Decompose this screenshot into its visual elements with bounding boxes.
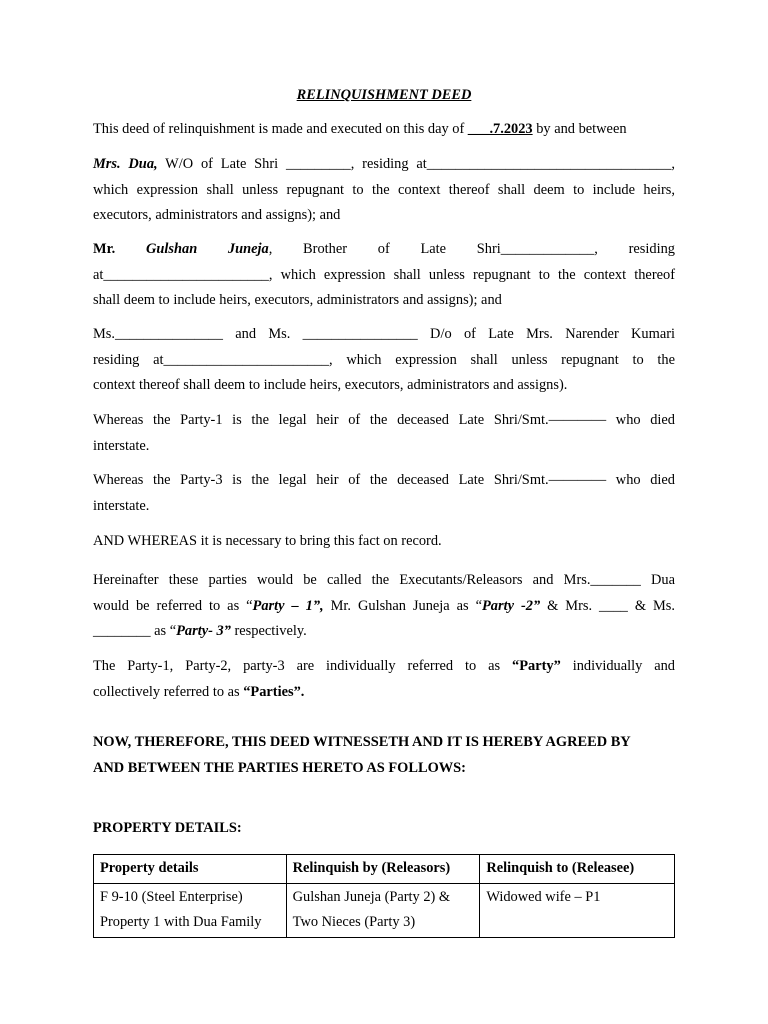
party2-name: Gulshan Juneja: [146, 241, 269, 257]
hereinafter-l2a: would be referred to as “: [93, 597, 253, 614]
parties-l1a: The Party-1, Party-2, party-3 are individually referred to as: [93, 658, 513, 674]
header-property-details: Property details: [94, 855, 287, 884]
cell-releasors-line1: Gulshan Juneja (Party 2) &: [292, 889, 451, 905]
hereinafter-l3c: respectively.: [230, 623, 307, 639]
cell-property-line1: F 9-10 (Steel Enterprise): [100, 889, 243, 905]
table-header-row: [94, 855, 675, 884]
party1-line3: executors, administrators and assigns); and: [93, 207, 341, 223]
header-relinquish-by: Relinquish by (Releasors): [286, 855, 480, 884]
parties-term: “Parties”.: [243, 683, 305, 700]
whereas2-paragraph: [93, 468, 675, 519]
party1-paragraph: [93, 152, 675, 229]
party2-line1: , Brother of Late Shri_____________, residing: [268, 241, 675, 257]
hereinafter-l2e: & Mrs. ____ & Ms.: [540, 597, 675, 614]
party3-paragraph: [93, 322, 675, 399]
party1-ref: Party – 1”,: [252, 597, 324, 614]
hereinafter-l3a: ________ as “: [93, 623, 177, 639]
hereinafter-line1: Hereinafter these parties would be called the Executants/Releasors and Mrs._______ Dua: [93, 572, 675, 588]
whereas1-paragraph: [93, 408, 675, 459]
party2-mr: Mr.: [93, 241, 116, 257]
deed-date: ___.7.2023: [467, 121, 533, 137]
header-relinquish-to: Relinquish to (Releasee): [480, 855, 675, 884]
party1-name: Mrs. Dua,: [93, 156, 158, 172]
intro-text: This deed of relinquishment is made and executed on this day of: [93, 121, 468, 137]
party1-line1: W/O of Late Shri _________, residing at__________________________________,: [157, 156, 675, 172]
intro-tail: by and between: [532, 121, 627, 137]
cell-releasors-line2: Two Nieces (Party 3): [292, 914, 416, 930]
parties-l1c: individually and: [560, 658, 675, 674]
whereas2-line1: Whereas the Party-3 is the legal heir of the deceased Late Shri/Smt.———— who died: [93, 472, 675, 488]
now-therefore-line1: NOW, THEREFORE, THIS DEED WITNESSETH AND IT IS HEREBY AGREED BY: [93, 734, 631, 750]
and-whereas-paragraph: AND WHEREAS it is necessary to bring this fact on record.: [93, 533, 442, 549]
party3-line3: context thereof shall deem to include heirs, executors, administrators and assigns).: [93, 377, 568, 393]
cell-property: [94, 884, 287, 938]
party2-line2: at_______________________, which expression shall unless repugnant to the context thereof: [93, 266, 675, 283]
parties-l2a: collectively referred to as: [93, 683, 244, 700]
party3-ref: Party- 3”: [176, 623, 231, 639]
now-therefore-heading: [93, 730, 675, 781]
cell-property-line2: Property 1 with Dua Family: [100, 914, 262, 930]
whereas2-line2: interstate.: [93, 497, 150, 514]
intro-paragraph: [93, 117, 675, 143]
hereinafter-l2c: Mr. Gulshan Juneja as “: [323, 597, 483, 614]
parties-paragraph: [93, 654, 675, 705]
deed-title: RELINQUISHMENT DEED: [296, 87, 472, 103]
now-therefore-line2: AND BETWEEN THE PARTIES HERETO AS FOLLOWS:: [93, 759, 466, 776]
property-table: [93, 854, 675, 938]
party3-line1: Ms._______________ and Ms. ________________ D/o of Late Mrs. Narender Kumari: [93, 326, 675, 342]
party2-line3: shall deem to include heirs, executors, administrators and assigns); and: [93, 292, 502, 308]
whereas1-line1: Whereas the Party-1 is the legal heir of the deceased Late Shri/Smt.———— who died: [93, 412, 675, 428]
party3-line2: residing at_______________________, which expression shall unless repugnant to the: [93, 351, 675, 368]
cell-releasee: Widowed wife – P1: [480, 884, 675, 938]
hereinafter-paragraph: [93, 568, 675, 645]
property-details-heading: PROPERTY DETAILS:: [93, 820, 242, 836]
cell-releasors: [286, 884, 480, 938]
party1-line2: which expression shall unless repugnant to the context thereof shall deem to include heirs,: [93, 181, 675, 198]
table-row: [94, 884, 675, 938]
party2-paragraph: [93, 237, 675, 314]
whereas1-line2: interstate.: [93, 437, 150, 454]
party2-ref: Party -2”: [482, 597, 541, 614]
party-term: “Party”: [512, 658, 561, 674]
